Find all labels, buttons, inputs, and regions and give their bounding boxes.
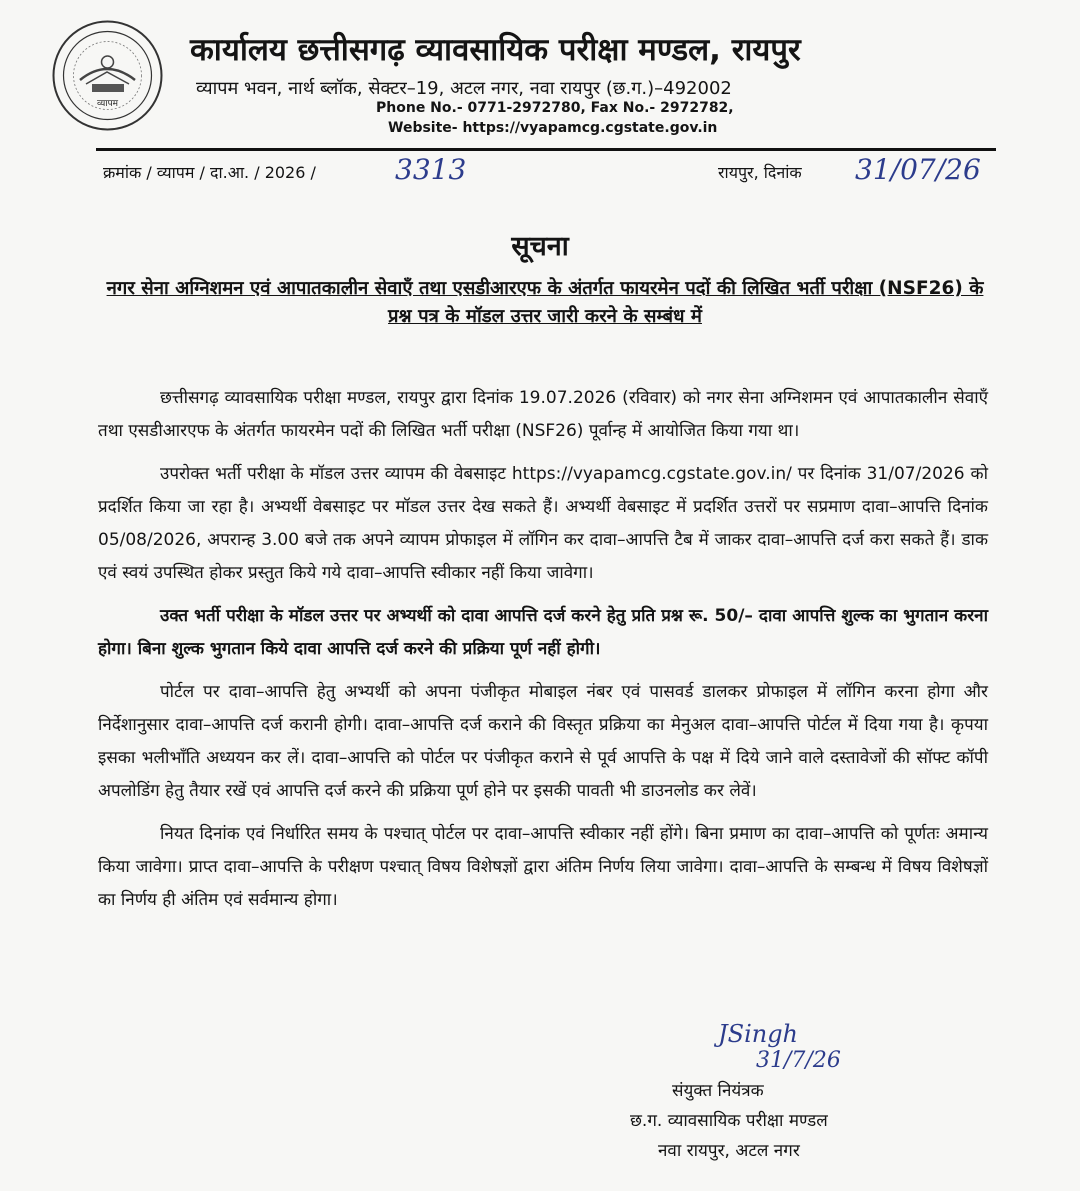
reference-number: 3313	[395, 153, 467, 186]
paragraph-3: उक्त भर्ती परीक्षा के मॉडल उत्तर पर अभ्यर्थी को दावा आपत्ति दर्ज करने हेतु प्रति प्रश्न रू. 50/– दावा आपत्ति शुल्क का भुगतान करना होगा। बिना शुल्क भुगतान किये दावा आपत्ति दर्ज करने की प्रक्रिया पूर्ण नहीं होगी।	[98, 606, 988, 659]
date-label: रायपुर, दिनांक	[718, 163, 802, 182]
reference-label: क्रमांक / व्यापम / दा.आ. / 2026 /	[103, 163, 316, 182]
vyapam-seal-logo	[50, 18, 165, 133]
office-title: कार्यालय छत्तीसगढ़ व्यावसायिक परीक्षा मण्डल, रायपुर	[190, 32, 801, 68]
signature-date: 31/7/26	[756, 1048, 841, 1073]
signatory-designation: संयुक्त नियंत्रक	[672, 1081, 764, 1101]
notice-subject	[100, 275, 990, 331]
paragraph-1: छत्तीसगढ़ व्यावसायिक परीक्षा मण्डल, रायपुर द्वारा दिनांक 19.07.2026 (रविवार) को नगर सेना अग्निशमन एवं आपातकालीन सेवाएँ तथा एसडीआरएफ के अंतर्गत फायरमेन पदों की लिखित भर्ती परीक्षा (NSF26) पूर्वान्ह में आयोजित किया गया था।	[98, 388, 988, 441]
subject-text: नगर सेना अग्निशमन एवं आपातकालीन सेवाएँ तथा एसडीआरएफ के अंतर्गत फायरमेन पदों की लिखित भर्ती परीक्षा (NSF26) के प्रश्न पत्र के मॉडल उत्तर जारी करने के सम्बंध में	[106, 278, 984, 327]
svg-text:व्यापम: व्यापम	[96, 99, 119, 109]
signature-block	[600, 1010, 1020, 1190]
paragraph-5: नियत दिनांक एवं निर्धारित समय के पश्चात् पोर्टल पर दावा–आपत्ति स्वीकार नहीं होंगे। बिना प्रमाण का दावा–आपत्ति को पूर्णतः अमान्य किया जावेगा। प्राप्त दावा–आपत्ति के परीक्षण पश्चात् विषय विशेषज्ञों द्वारा अंतिम निर्णय लिया जावेगा। दावा–आपत्ति के सम्बन्ध में विषय विशेषज्ञों का निर्णय ही अंतिम एवं सर्वमान्य होगा।	[98, 824, 988, 910]
notice-body	[98, 382, 988, 927]
reference-date: 31/07/26	[855, 153, 981, 186]
handwritten-signature: JSingh	[718, 1020, 799, 1048]
office-phone: Phone No.- 0771-2972780, Fax No.- 2972782,	[376, 100, 734, 116]
paragraph-2: उपरोक्त भर्ती परीक्षा के मॉडल उत्तर व्यापम की वेबसाइट https://vyapamcg.cgstate.gov.in/ पर दिनांक 31/07/2026 को प्रदर्शित किया जा रहा है। अभ्यर्थी वेबसाइट पर मॉडल उत्तर देख सकते हैं। अभ्यर्थी वेबसाइट में प्रदर्शित उत्तरों पर सप्रमाण दावा–आपत्ति दिनांक 05/08/2026, अपरान्ह 3.00 बजे तक अपने व्यापम प्रोफाइल में लॉगिन कर दावा–आपत्ति टैब में जाकर दावा–आपत्ति दर्ज करा सकते हैं। डाक एवं स्वयं उपस्थित होकर प्रस्तुत किये गये दावा–आपत्ति स्वीकार नहीं किया जावेगा।	[98, 464, 988, 583]
signatory-office: छ.ग. व्यावसायिक परीक्षा मण्डल	[630, 1111, 828, 1131]
office-address: व्यापम भवन, नार्थ ब्लॉक, सेक्टर–19, अटल नगर, नवा रायपुर (छ.ग.)–492002	[196, 78, 732, 99]
reference-row	[103, 153, 1013, 193]
paragraph-4: पोर्टल पर दावा–आपत्ति हेतु अभ्यर्थी को अपना पंजीकृत मोबाइल नंबर एवं पासवर्ड डालकर प्रोफाइल में लॉगिन करना होगा और निर्देशानुसार दावा–आपत्ति दर्ज करानी होगी। दावा–आपत्ति दर्ज कराने की विस्तृत प्रक्रिया का मेनुअल दावा–आपत्ति पोर्टल में दिया गया है। कृपया इसका भलीभाँति अध्ययन कर लें। दावा–आपत्ति को पोर्टल पर पंजीकृत कराने से पूर्व आपत्ति के पक्ष में दिये जाने वाले दस्तावेजों की सॉफ्ट कॉपी अपलोडिंग हेतु तैयार रखें एवं आपत्ति दर्ज करने की प्रक्रिया पूर्ण होने पर इसकी पावती भी डाउनलोड कर लेवें।	[98, 682, 988, 801]
header-divider	[96, 148, 996, 151]
signatory-place: नवा रायपुर, अटल नगर	[658, 1141, 800, 1161]
notice-title: सूचना	[511, 231, 569, 262]
office-website: Website- https://vyapamcg.cgstate.gov.in	[388, 120, 718, 136]
